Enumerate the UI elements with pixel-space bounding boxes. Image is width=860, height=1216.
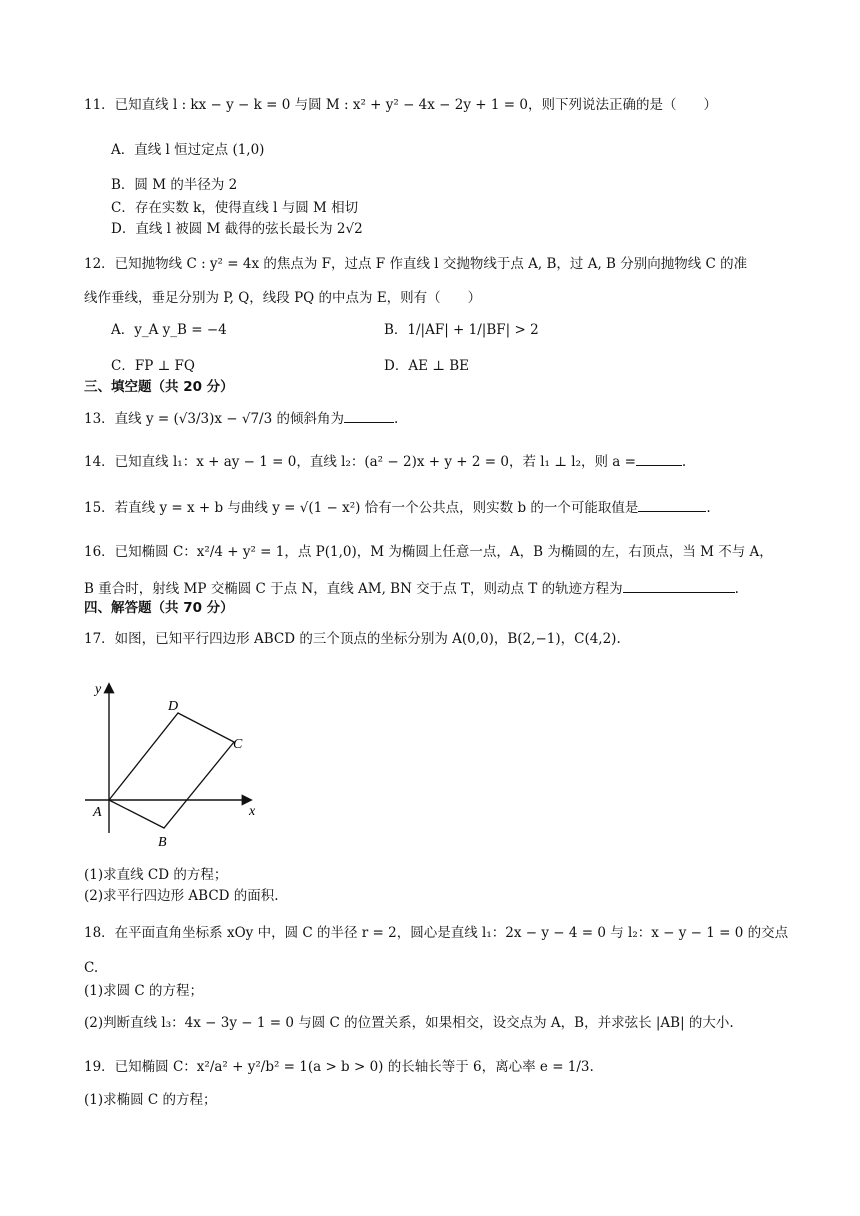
vertex-c-label: C xyxy=(233,737,243,752)
q13-text: 13．直线 y = (√3/3)x − √7/3 的倾斜角为 xyxy=(84,411,344,427)
q11-option-a: A．直线 l 恒过定点 (1,0) xyxy=(111,142,265,158)
vertex-b-label: B xyxy=(158,835,167,850)
q14 xyxy=(84,451,686,472)
q18-line1: 18．在平面直角坐标系 xOy 中，圆 C 的半径 r = 2，圆心是直线 l₁：2x − y − 4 = 0 与 l₂：x − y − 1 = 0 的交点 xyxy=(84,925,789,941)
q14-tail: . xyxy=(681,454,687,470)
parallelogram-abcd xyxy=(109,713,234,828)
q13-tail: . xyxy=(393,411,399,427)
q13 xyxy=(84,408,398,429)
q16-text: B 重合时，射线 MP 交椭圆 C 于点 N，直线 AM, BN 交于点 T，则动点 T 的轨迹方程为 xyxy=(84,581,623,597)
q18-line2: C. xyxy=(84,960,99,976)
q12-stem-line1: 12．已知抛物线 C : y² = 4x 的焦点为 F，过点 F 作直线 l 交抛物线于点 A, B，过 A, B 分别向抛物线 C 的准 xyxy=(84,256,748,272)
y-axis-label: y xyxy=(95,682,102,697)
q16-line1: 16．已知椭圆 C：x²/4 + y² = 1，点 P(1,0)，M 为椭圆上任意一点，A，B 为椭圆的左，右顶点，当 M 不与 A， xyxy=(84,544,773,560)
section-4-heading: 四、解答题（共 70 分） xyxy=(84,600,234,616)
q15 xyxy=(84,497,711,518)
q14-answer-blank[interactable] xyxy=(636,451,682,466)
q17-part1: (1)求直线 CD 的方程； xyxy=(84,867,228,883)
vertex-d-label: D xyxy=(168,699,179,714)
q11-option-c: C．存在实数 k，使得直线 l 与圆 M 相切 xyxy=(111,200,359,216)
q16-answer-blank[interactable] xyxy=(623,578,735,593)
q12-option-a: A．y_A y_B = −4 xyxy=(111,322,227,338)
q15-answer-blank[interactable] xyxy=(638,497,706,512)
q17-part2: (2)求平行四边形 ABCD 的面积. xyxy=(84,888,279,904)
q11-option-b: B．圆 M 的半径为 2 xyxy=(111,177,238,193)
q19-stem: 19．已知椭圆 C：x²/a² + y²/b² = 1(a > b > 0) 的长轴长等于 6，离心率 e = 1/3. xyxy=(84,1059,594,1075)
q12-option-c: C．FP ⊥ FQ xyxy=(111,358,195,374)
q16-tail: . xyxy=(734,581,739,597)
q19-part1: (1)求椭圆 C 的方程； xyxy=(84,1092,217,1108)
q12-option-b: B．1/|AF| + 1/|BF| > 2 xyxy=(384,322,539,338)
q18-part2: (2)判断直线 l₃：4x − 3y − 1 = 0 与圆 C 的位置关系，如果相交，设交点为 A，B，并求弦长 |AB| 的大小. xyxy=(84,1015,734,1031)
q11-stem: 11．已知直线 l : kx − y − k = 0 与圆 M : x² + y² − 4x − 2y + 1 = 0，则下列说法正确的是（ ） xyxy=(84,97,717,113)
parallelogram-figure xyxy=(85,673,275,853)
q12-option-d: D．AE ⊥ BE xyxy=(384,358,469,374)
x-axis-label: x xyxy=(249,804,256,819)
q15-tail: . xyxy=(706,500,711,516)
q14-text: 14．已知直线 l₁：x + ay − 1 = 0，直线 l₂：(a² − 2)x + y + 2 = 0，若 l₁ ⊥ l₂，则 a = xyxy=(84,454,636,470)
q17-stem: 17．如图，已知平行四边形 ABCD 的三个顶点的坐标分别为 A(0,0)，B(2,−1)，C(4,2). xyxy=(84,631,621,647)
q11-option-d: D．直线 l 被圆 M 截得的弦长最长为 2√2 xyxy=(111,221,363,237)
q13-answer-blank[interactable] xyxy=(344,408,394,423)
vertex-a-label: A xyxy=(93,805,102,820)
q12-stem-line2: 线作垂线，垂足分别为 P, Q，线段 PQ 的中点为 E，则有（ ） xyxy=(84,290,482,306)
q15-text: 15．若直线 y = x + b 与曲线 y = √(1 − x²) 恰有一个公共点，则实数 b 的一个可能取值是 xyxy=(84,500,639,516)
section-3-heading: 三、填空题（共 20 分） xyxy=(84,379,234,395)
q16-line2 xyxy=(84,578,739,599)
q18-part1: (1)求圆 C 的方程； xyxy=(84,983,204,999)
